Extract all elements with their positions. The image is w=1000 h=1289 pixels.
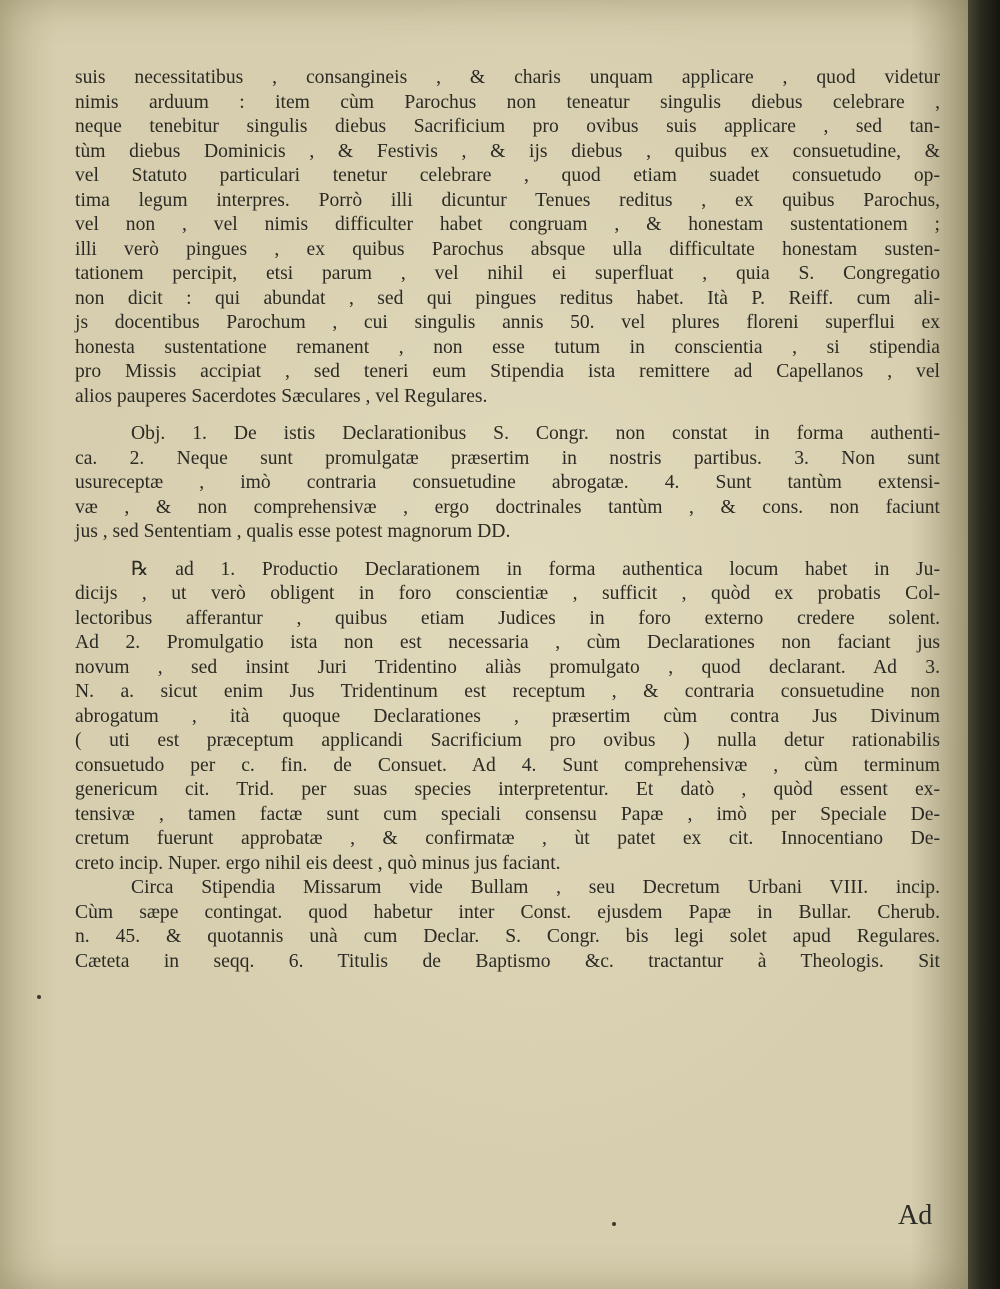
text-line: pro Missis accipiat , sed teneri eum Stipendia ista remittere ad Capellanos , vel <box>75 361 940 382</box>
text-line: jus , sed Sententiam , qualis esse potest magnorum DD. <box>75 521 511 542</box>
text-line: dicijs , ut verò obligent in foro conscientiæ , sufficit , quòd ex probatis Col- <box>75 583 940 604</box>
text-line: js docentibus Parochum , cui singulis annis 50. vel plures floreni superflui ex <box>75 312 940 333</box>
text-line: non dicit : qui abundat , sed qui pingues reditus habet. Ità P. Reiff. cum ali- <box>75 287 940 309</box>
text-line: abrogatum , ità quoque Declarationes , præsertim cùm contra Jus Divinum <box>75 705 940 727</box>
text-line: Cæteta in seqq. 6. Titulis de Baptismo &c. tractantur à Theologis. Sit <box>75 950 940 972</box>
text-line: suis necessitatibus , consangineis , & charis unquam applicare , quod videtur <box>75 67 940 88</box>
text-line: consuetudo per c. fin. de Consuet. Ad 4. Sunt comprehensivæ , cùm terminum <box>75 754 940 776</box>
text-line: tùm diebus Dominicis , & Festivis , & ijs diebus , quibus ex consuetudine, & <box>75 140 940 162</box>
text-line: Circa Stipendia Missarum vide Bullam , seu Decretum Urbani VIII. incip. <box>131 877 940 898</box>
text-line: n. 45. & quotannis unà cum Declar. S. Congr. bis legi solet apud Regulares. <box>75 926 940 947</box>
text-line: Ad 2. Promulgatio ista non est necessaria , cùm Declarationes non faciant jus <box>75 632 940 653</box>
page-text <box>75 66 940 974</box>
text-line: tima legum interpres. Porrò illi dicuntur Tenues reditus , ex quibus Parochus, <box>75 189 940 211</box>
text-line: cretum fuerunt approbatæ , & confirmatæ , ùt patet ex cit. Innocentiano De- <box>75 828 940 849</box>
text-line: ℞ ad 1. Productio Declarationem in forma authentica locum habet in Ju- <box>131 558 940 580</box>
text-line: creto incip. Nuper. ergo nihil eis deest , quò minus jus faciant. <box>75 852 561 874</box>
text-line: tationem percipit, etsi parum , vel nihil ei superfluat , quia S. Congregatio <box>75 263 940 284</box>
text-line: vel Statuto particulari tenetur celebrare , quod etiam suadet consuetudo op- <box>75 165 940 186</box>
text-line: genericum cit. Trid. per suas species interpretentur. Et datò , quòd essent ex- <box>75 779 940 800</box>
text-line: vel non , vel nimis difficulter habet congruam , & honestam sustentationem ; <box>75 214 940 235</box>
ink-speck <box>612 1222 616 1226</box>
text-line: illi verò pingues , ex quibus Parochus absque ulla difficultate honestam susten- <box>75 238 940 260</box>
text-line: neque tenebitur singulis diebus Sacrificium pro ovibus suis applicare , sed tan- <box>75 116 940 137</box>
text-line: væ , & non comprehensivæ , ergo doctrinales tantùm , & cons. non faciunt <box>75 496 940 518</box>
text-line: tensivæ , tamen factæ sunt cum speciali consensu Papæ , imò per Speciale De- <box>75 803 940 825</box>
paragraph-4 <box>75 876 940 974</box>
text-line: alios pauperes Sacerdotes Sæculares , vel Regulares. <box>75 385 488 407</box>
paragraph-1 <box>75 66 940 409</box>
text-line: lectoribus afferantur , quibus etiam Judices in foro externo credere solent. <box>75 607 940 629</box>
paragraph-2 <box>75 422 940 545</box>
text-line: ca. 2. Neque sunt promulgatæ præsertim in nostris partibus. 3. Non sunt <box>75 447 940 469</box>
text-line: novum , sed insint Juri Tridentino aliàs promulgato , quod declarant. Ad 3. <box>75 656 940 678</box>
text-line: Cùm sæpe contingat. quod habetur inter Const. ejusdem Papæ in Bullar. Cherub. <box>75 901 940 923</box>
text-line: nimis arduum : item cùm Parochus non teneatur singulis diebus celebrare , <box>75 91 940 113</box>
paragraph-3 <box>75 558 940 877</box>
text-line: ( uti est præceptum applicandi Sacrificium pro ovibus ) nulla detur rationabilis <box>75 730 940 751</box>
text-line: honesta sustentatione remanent , non esse tutum in conscientia , si stipendia <box>75 336 940 358</box>
book-spine-shadow <box>968 0 1000 1289</box>
text-line: N. a. sicut enim Jus Tridentinum est receptum , & contraria consuetudine non <box>75 681 940 702</box>
text-line: Obj. 1. De istis Declarationibus S. Congr. non constat in forma authenti- <box>131 423 940 444</box>
text-line: usureceptæ , imò contraria consuetudine abrogatæ. 4. Sunt tantùm extensi- <box>75 472 940 493</box>
catchword: Ad <box>898 1200 933 1231</box>
ink-speck <box>37 995 41 999</box>
